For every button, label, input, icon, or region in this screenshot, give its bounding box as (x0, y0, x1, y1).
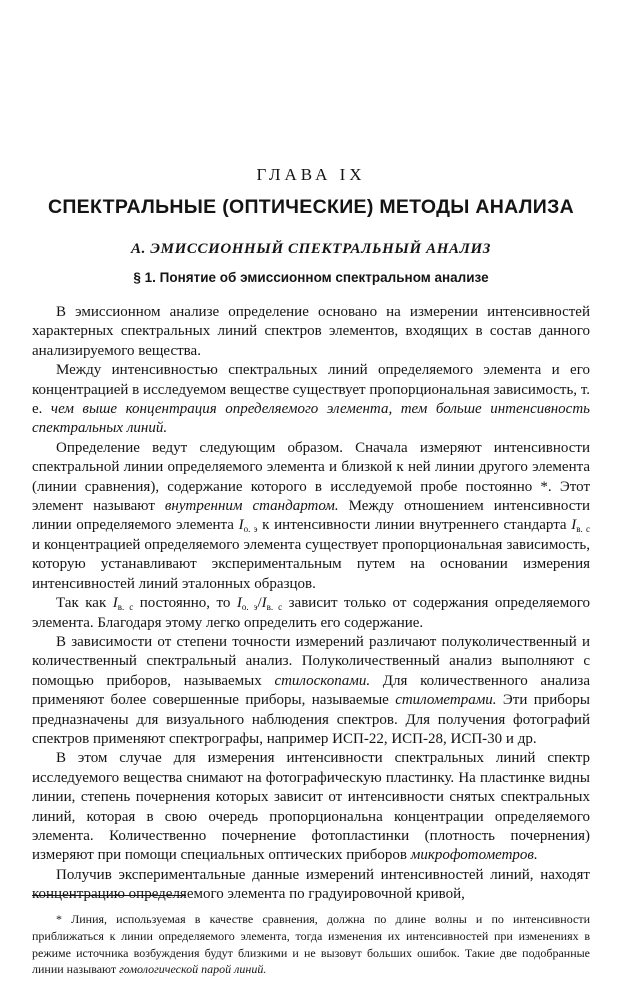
chapter-label: ГЛАВА IX (256, 165, 366, 184)
paragraph: Определение ведут следующим образом. Сначала измеряют интенсивности спектральной линии определяемого элемента и близкой к ней линии другого элемента (линии сравнения), содержание которого в исследуемой пробе постоянно *. Этот элемент называют внутренним стандартом. Между отношением интенсивности линии определяемого элемента $I_{о. э}$ к интенсивности линии внутреннего стандарта $I_{в. с}$ и концентрацией определяемого элемента существует пропорциональная зависимость, которую устанавливают экспериментальным путем на основании измерения интенсивностей линий эталонных образцов. (32, 439, 590, 592)
paragraph: Так как $I_{в. с}$ постоянно, то $I_{о. э}/I_{в. с}$ зависит только от содержания определяемого элемента. Благодаря этому легко определить его содержание. (32, 595, 590, 631)
emphasis-text: микрофотометров. (410, 847, 538, 864)
paragraph: Между интенсивностью спектральных линий определяемого элемента и его концентрацией в исследуемом веществе существует пропорциональная зависимость, т. е. чем выше концентрация определяемого элемента, тем больше интенсивность спектральных линий. (32, 362, 590, 437)
subscript: в. с (576, 524, 590, 535)
part-heading: А. ЭМИССИОННЫЙ СПЕКТРАЛЬНЫЙ АНАЛИЗ (130, 241, 492, 257)
paragraph: В эмиссионном анализе определение основано на измерении интенсивностей характерных спектральных линий спектров элементов, входящих в состав данного анализируемого вещества. (32, 304, 590, 359)
emphasis-text: чем выше концентрация определяемого элемента, тем больше интенсивность спектральных линий. (32, 401, 590, 437)
symbol-I: I (261, 595, 267, 612)
chapter-title: СПЕКТРАЛЬНЫЕ (ОПТИЧЕСКИЕ) МЕТОДЫ АНАЛИЗА (47, 196, 574, 218)
paragraph: В этом случае для измерения интенсивности спектральных линий спектр исследуемого вещества снимают на фотографическую пластинку. На пластинке видны линии, степень почернения которых зависит от интенсивности снятых спектральных линий, которая в свою очередь пропорциональна концентрации определяемого элемента. Количественно почернение фотопластинки (плотность почернения) измеряют при помощи специальных оптических приборов микрофотометров. (32, 750, 590, 864)
emphasis-text: внутренним стандартом. (164, 498, 339, 515)
emphasis-text: гомологической парой линий. (119, 962, 267, 977)
paragraph: Получив экспериментальные данные измерений интенсивностей линий, находят концентрацию определяемого элемента по градуировочной кривой, (32, 866, 590, 903)
subscript: о. э (243, 524, 258, 535)
body-text (32, 303, 590, 905)
symbol-I: I (238, 517, 244, 534)
symbol-I: I (112, 595, 118, 612)
footnote-divider (32, 895, 186, 896)
footnote: * Линия, используемая в качестве сравнения, должна по длине волны и по интенсивности приближаться к линии определяемого элемента, тогда изменения их интенсивностей при изменениях в режиме источника возбуждения будут близкими и не вызовут больших ошибок. Такие две подобранные линии называют гомологической парой линий. (32, 912, 590, 977)
section-heading: § 1. Понятие об эмиссионном спектральном анализе (133, 270, 489, 285)
symbol-I: I (236, 595, 242, 612)
symbol-I: I (571, 517, 577, 534)
subscript: в. с (117, 602, 134, 613)
paragraph: В зависимости от степени точности измерений различают полуколичественный и количественный спектральный анализ. Полуколичественный анализ выполняют с помощью приборов, называемых стилоскопами. Для количественного анализа применяют более совершенные приборы, называемые стилометрами. Эти приборы предназначены для визуального наблюдения спектров. Для получения фотографий спектров применяют спектрографы, например ИСП-22, ИСП-28, ИСП-30 и др. (32, 633, 591, 747)
emphasis-text: стилоскопами. (274, 672, 371, 689)
subscript: в. с (266, 602, 283, 613)
emphasis-text: стилометрами. (395, 692, 497, 709)
subscript: о. э (241, 602, 258, 613)
